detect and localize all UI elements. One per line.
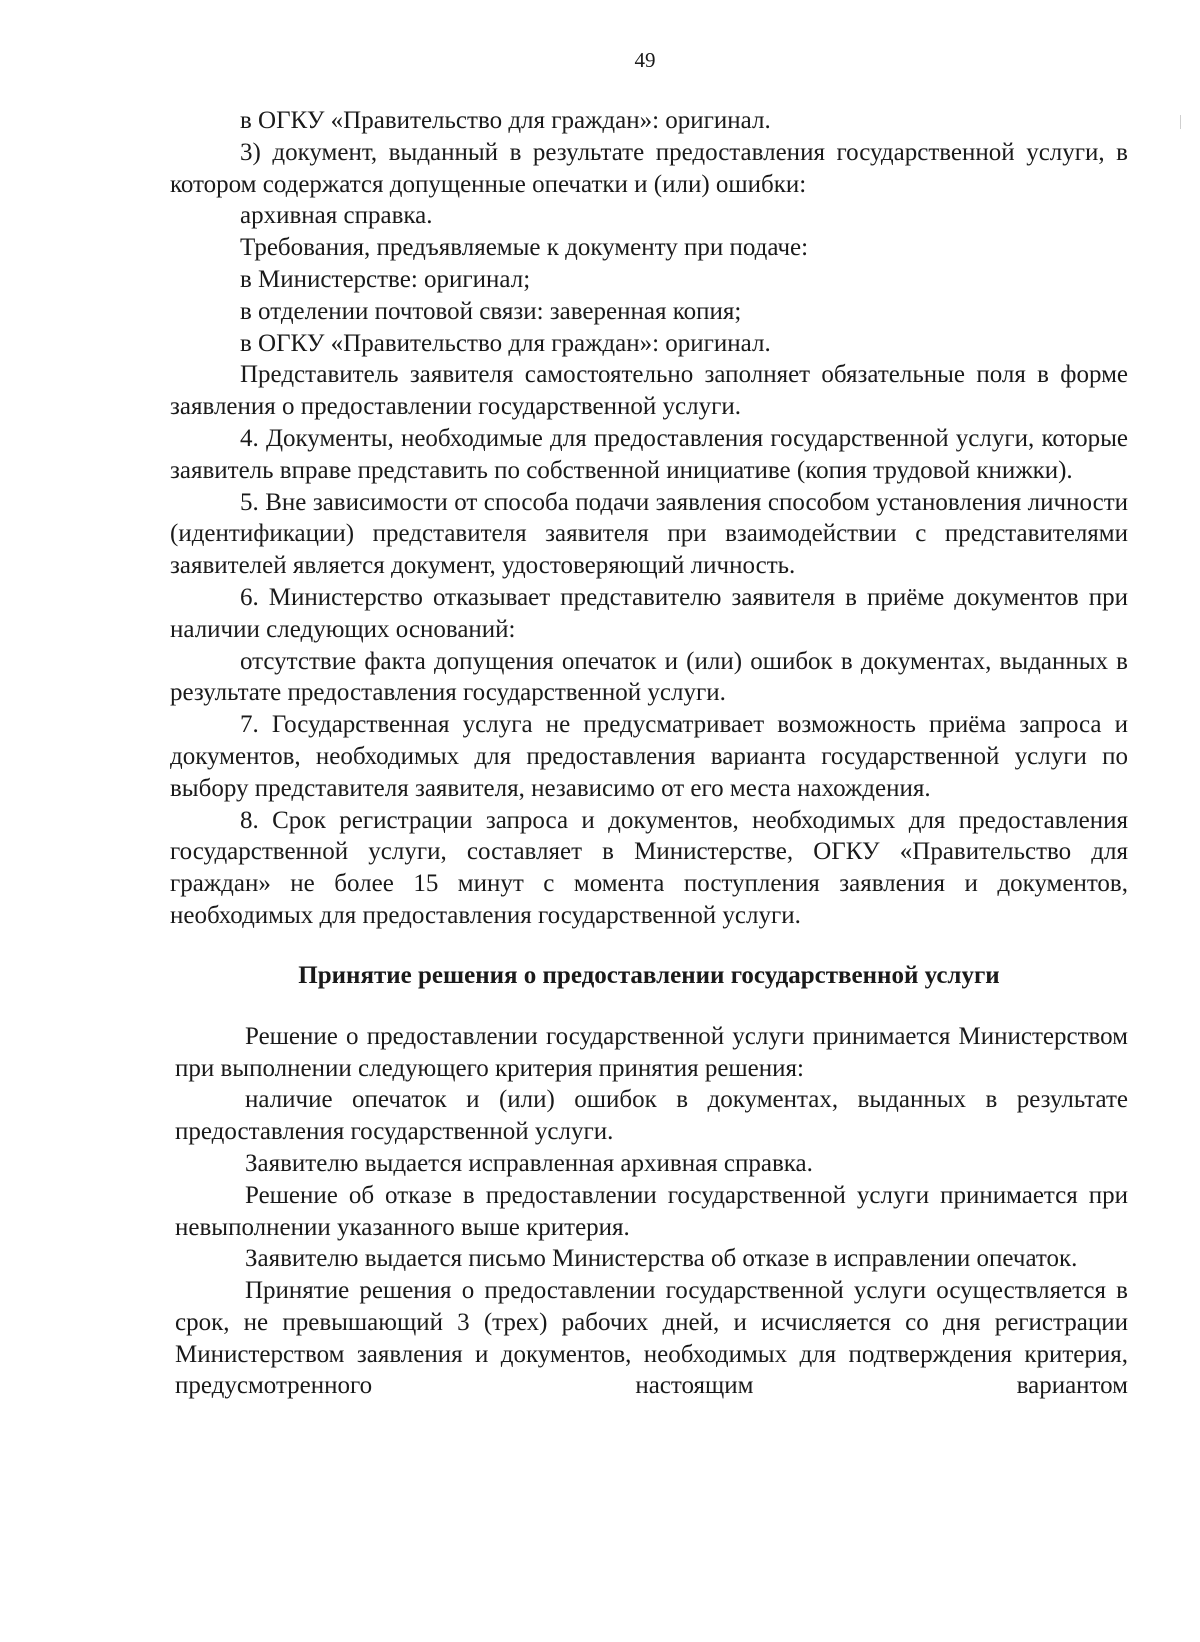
document-body (170, 105, 1128, 1402)
paragraph: 7. Государственная услуга не предусматривает возможность приёма запроса и документов, необходимых для предоставления варианта государственной услуги по выбору представителя заявителя, независимо от его места нахождения. (170, 711, 1128, 802)
paragraph: 4. Документы, необходимые для предоставления государственной услуги, которые заявитель вправе представить по собственной инициативе (копия трудовой книжки). (170, 424, 1128, 484)
paragraph: Требования, предъявляемые к документу при подаче: (240, 234, 809, 262)
paragraph: 6. Министерство отказывает представителю заявителя в приёме документов при наличии следующих оснований: (170, 583, 1128, 643)
paragraph: в ОГКУ «Правительство для граждан»: оригинал. (240, 107, 771, 134)
paragraph: Заявителю выдается исправленная архивная справка. (245, 1149, 813, 1177)
paragraph: 3) документ, выданный в результате предоставления государственной услуги, в котором содержатся допущенные опечатки и (или) ошибки: (170, 138, 1128, 198)
paragraph: Решение о предоставлении государственной услуги принимается Министерством при выполнении следующего критерия принятия решения: (175, 1022, 1128, 1082)
scan-artifact-mark (1180, 115, 1181, 129)
paragraph: Принятие решения о предоставлении государственной услуги осуществляется в срок, не превышающий 3 (трех) рабочих дней, и исчисляется со дня регистрации Министерством заявления и документов, необходимых для подтверждения критерия, предусмотренного настоящим вариантом (175, 1277, 1128, 1400)
section-heading: Принятие решения о предоставлении государственной услуги (298, 961, 1000, 989)
decision-section (175, 1021, 1128, 1403)
paragraph: в отделении почтовой связи: заверенная копия; (240, 297, 742, 325)
paragraph: Заявителю выдается письмо Министерства об отказе в исправлении опечаток. (245, 1245, 1078, 1273)
paragraph: отсутствие факта допущения опечаток и (или) ошибок в документах, выданных в результате предоставления государственной услуги. (170, 647, 1128, 707)
paragraph: Представитель заявителя самостоятельно заполняет обязательные поля в форме заявления о предоставлении государственной услуги. (170, 361, 1128, 421)
paragraph: в Министерстве: оригинал; (240, 265, 531, 293)
paragraph: архивная справка. (240, 202, 433, 230)
paragraph: наличие опечаток и (или) ошибок в документах, выданных в результате предоставления государственной услуги. (175, 1086, 1128, 1146)
page-number: 49 (634, 48, 656, 72)
paragraph: 5. Вне зависимости от способа подачи заявления способом установления личности (идентификации) представителя заявителя при взаимодействии с представителями заявителей является документ, удостоверяющий личность. (170, 488, 1128, 580)
paragraph: Решение об отказе в предоставлении государственной услуги принимается при невыполнении указанного выше критерия. (175, 1181, 1128, 1241)
paragraph: в ОГКУ «Правительство для граждан»: оригинал. (240, 329, 771, 357)
paragraph: 8. Срок регистрации запроса и документов, необходимых для предоставления государственной услуги, составляет в Министерстве, ОГКУ «Правительство для граждан» не более 15 минут с момента поступления заявления и документов, необходимых для предоставления государственной услуги. (170, 806, 1128, 929)
